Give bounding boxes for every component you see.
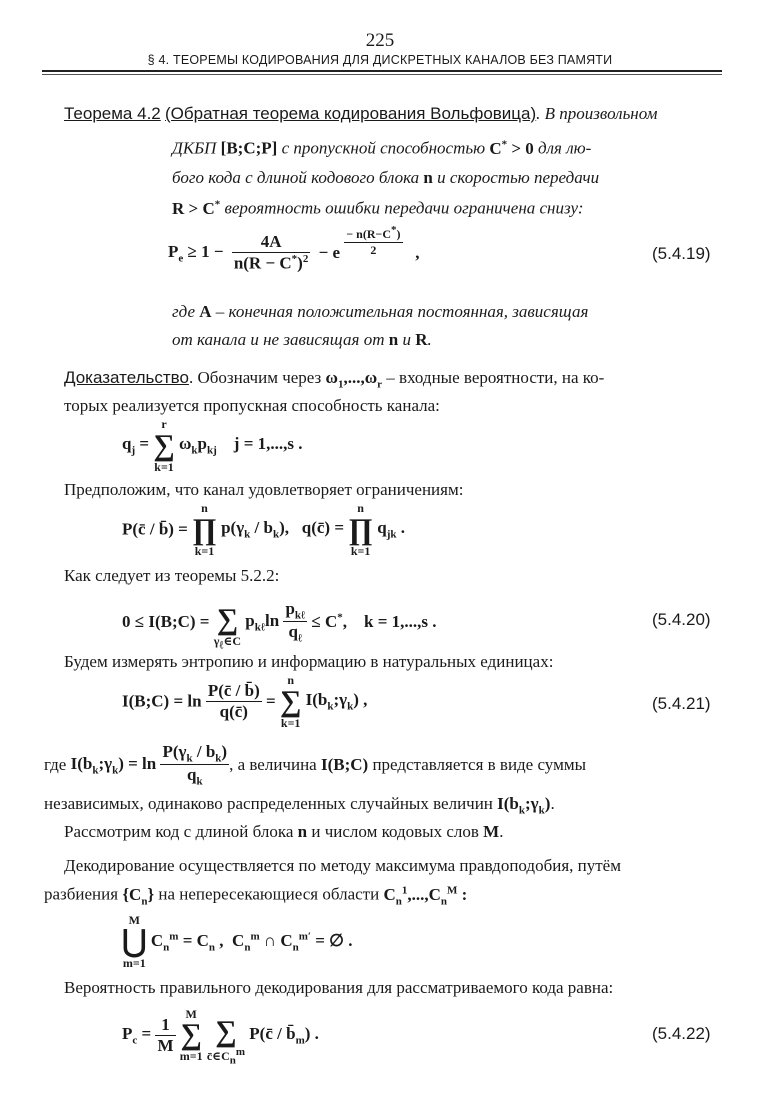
proof-line-3: Предположим, что канал удовлетворяет ограничениям: xyxy=(64,480,464,499)
theorem-after-1: где A – конечная положительная постоянная, зависящая xyxy=(172,302,589,321)
formula-5-4-22: $P_c$ = $\frac{1}{M}$ M ∑ m=1 ∑ $c̄\in C_n^m$ P(c̄ / $b̄_m$) . xyxy=(122,1006,319,1066)
proof-line-11: Вероятность правильного декодирования для рассматриваемого кода равна: xyxy=(64,978,614,997)
proof-line-10: разбиения $\{C_n\}$ на непересекающиеся области $C_n^1,...,C_n^M$ : xyxy=(44,884,468,908)
proof-line-5: Будем измерять энтропию и информацию в натуральных единицах: xyxy=(64,652,554,671)
eq-number-5-4-19: (5.4.19) xyxy=(652,244,711,263)
formula-5-4-20: 0 ≤ I(B;C) = ∑ $\gamma_\ell\in C$ $p_{k\ell}\ln$ $p_{k\ell}$ $q_\ell$ ≤ C*, k = 1,...,s . xyxy=(122,598,437,651)
proof-line-9: Декодирование осуществляется по методу максимума правдоподобия, путём xyxy=(64,856,621,875)
proof-line-4: Как следует из теоремы 5.2.2: xyxy=(64,566,280,585)
formula-partition: M ⋃ m=1 $C_n^m = C_n$ , $C_n^m$ ∩ $C_n^{m'}$ = ∅ . xyxy=(122,913,353,970)
theorem-line-3: бого кода с длиной кодового блока n и скоростью передачи xyxy=(172,168,600,187)
running-header: § 4. ТЕОРЕМЫ КОДИРОВАНИЯ ДЛЯ ДИСКРЕТНЫХ КАНАЛОВ БЕЗ ПАМЯТИ xyxy=(147,53,613,67)
theorem-line-2: ДКБП [B;C;P] с пропускной способностью C* > 0 для лю- xyxy=(172,138,592,158)
theorem-label: Теорема 4.2 xyxy=(64,104,161,123)
theorem-after-2: от канала и не зависящая от n и R. xyxy=(172,330,432,349)
theorem-line-4: R > C* вероятность ошибки передачи ограничена снизу: xyxy=(172,198,584,218)
theorem-title: (Обратная теорема кодирования Вольфовица) xyxy=(165,104,537,123)
proof-line-2: торых реализуется пропускная способность канала: xyxy=(64,396,440,415)
formula-channel-constraints: P(c̄ / b̄) = n ∏ k=1 $p(\gamma_k / b_k)$, q(c̄) = n ∏ k=1 $q_{jk}$ . xyxy=(122,501,405,558)
formula-5-4-19: $P_e \ge 1$ − $\frac{4A}{n(R - C^*)^2}$ − e $\frac{- n(R-C^*)}{2}$ , xyxy=(168,224,420,273)
proof-line-8: Рассмотрим код с длиной блока n и числом кодовых слов M. xyxy=(64,822,504,841)
formula-5-4-21: I(B;C) = ln $\frac{P(c̄ / b̄)}{q(c̄)}$ = n ∑ k=1 $I(b_k;\gamma_k)$ , xyxy=(122,673,368,730)
header-rule-thin xyxy=(42,74,722,75)
formula-qj: $q_j = r$ ∑ k=1 $\omega_kp_{kj}$ j = 1,...,s . xyxy=(122,417,303,474)
theorem-line-1 xyxy=(64,104,657,124)
header-rule-thick xyxy=(42,70,722,72)
proof-line-1: Доказательство. Обозначим через $\omega_1,...,\omega_r$ – входные вероятности, на ко- xyxy=(64,368,605,391)
eq-number-5-4-21: (5.4.21) xyxy=(652,694,711,713)
eq-number-5-4-22: (5.4.22) xyxy=(652,1024,711,1043)
eq-number-5-4-20: (5.4.20) xyxy=(652,610,711,629)
page-number: 225 xyxy=(365,30,395,51)
theorem-intro: . В произвольном xyxy=(536,104,658,123)
proof-line-6: где $I(b_k;\gamma_k) = \ln$ $\frac{P(\gamma_k / b_k)}{q_k}$ , а величина I(B;C) представляется в виде суммы xyxy=(44,742,587,788)
proof-line-7: независимых, одинаково распределенных случайных величин $I(b_k;\gamma_k)$. xyxy=(44,794,555,817)
proof-label: Доказательство xyxy=(64,368,189,387)
